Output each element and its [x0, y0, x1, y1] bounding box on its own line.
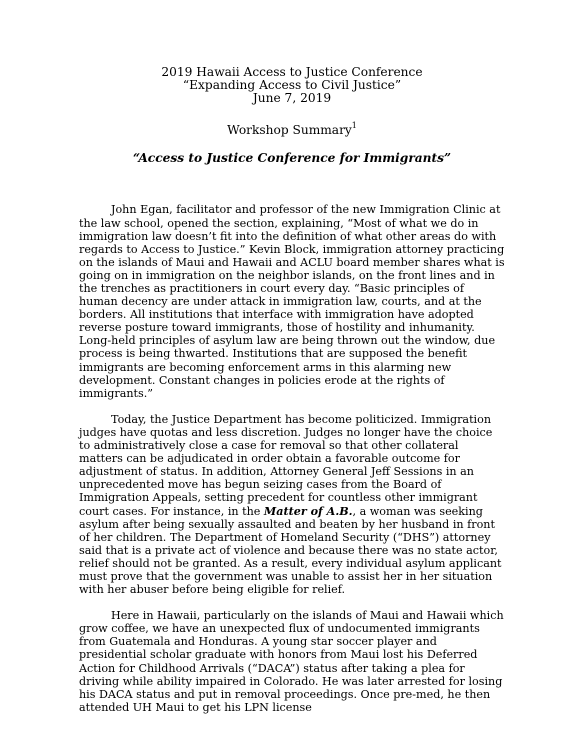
document-header [79, 66, 505, 104]
conference-title: 2019 Hawaii Access to Justice Conference [161, 65, 423, 79]
session-title: “Access to Justice Conference for Immigrants” [132, 151, 452, 166]
paragraph-2-part-2: , a woman was seeking asylum after being sexually assaulted and beaten by her husband in front of her children. The Department of Homeland Security (“DHS”) attorney said that is a private act of violence and because there was no state actor, relief should not be granted. As a result, every individual asylum applicant must prove that the government was unable to assist her in her situation with her abuser before being eligible for relief. [79, 504, 502, 597]
document-body [79, 203, 505, 713]
workshop-summary-label: Workshop Summary [227, 123, 352, 138]
conference-date: June 7, 2019 [252, 90, 332, 105]
workshop-summary-heading [79, 122, 505, 137]
paragraph-2-part-1: Today, the Justice Department has become politicized. Immigration judges have quotas and less discretion. Judges no longer have the choice to administratively close a case for removal so that other collateral matters can be adjudicated in order obtain a favorable outcome for adjustment of status. In addition, Attorney General Jeff Sessions in an unprecedented move has begun seizing cases from the Board of Immigration Appeals, setting precedent for countless other immigrant court cases. For instance, in the [79, 412, 493, 518]
paragraph-3: Here in Hawaii, particularly on the islands of Maui and Hawaii which grow coffee, we have an unexpected flux of undocumented immigrants from Guatemala and Honduras. A young star soccer player and presidential scholar graduate with honors from Maui lost his Deferred Action for Childhood Arrivals (“DACA”) status after taking a plea for driving while ability impaired in Colorado. He was later arrested for losing his DACA status and put in removal proceedings. Once pre-med, he then attended UH Maui to get his LPN license [79, 609, 504, 714]
paragraph-1: John Egan, facilitator and professor of the new Immigration Clinic at the law school, opened the section, explaining, “Most of what we do in immigration law doesn’t fit into the definition of what other areas do with regards to Access to Justice.” Kevin Block, immigration attorney practicing on the islands of Maui and Hawaii and ACLU board member shares what is going on in immigration on the neighbor islands, on the front lines and in the trenches as practitioners in court every day. “Basic principles of human decency are under attack in immigration law, courts, and at the borders. All institutions that interface with immigration have adopted reverse posture toward immigrants, those of hostility and inhumanity. Long-held principles of asylum law are being thrown out the window, due process is being thwarted. Institutions that are supposed the benefit immigrants are becoming enforcement arms in this alarming new development. Constant changes in policies erode at the rights of immigrants.” [79, 203, 505, 400]
footnote-marker[interactable]: 1 [351, 121, 357, 131]
paragraph-2 [79, 413, 505, 596]
case-name: Matter of A.B. [263, 504, 353, 518]
conference-theme: “Expanding Access to Civil Justice” [182, 77, 402, 92]
